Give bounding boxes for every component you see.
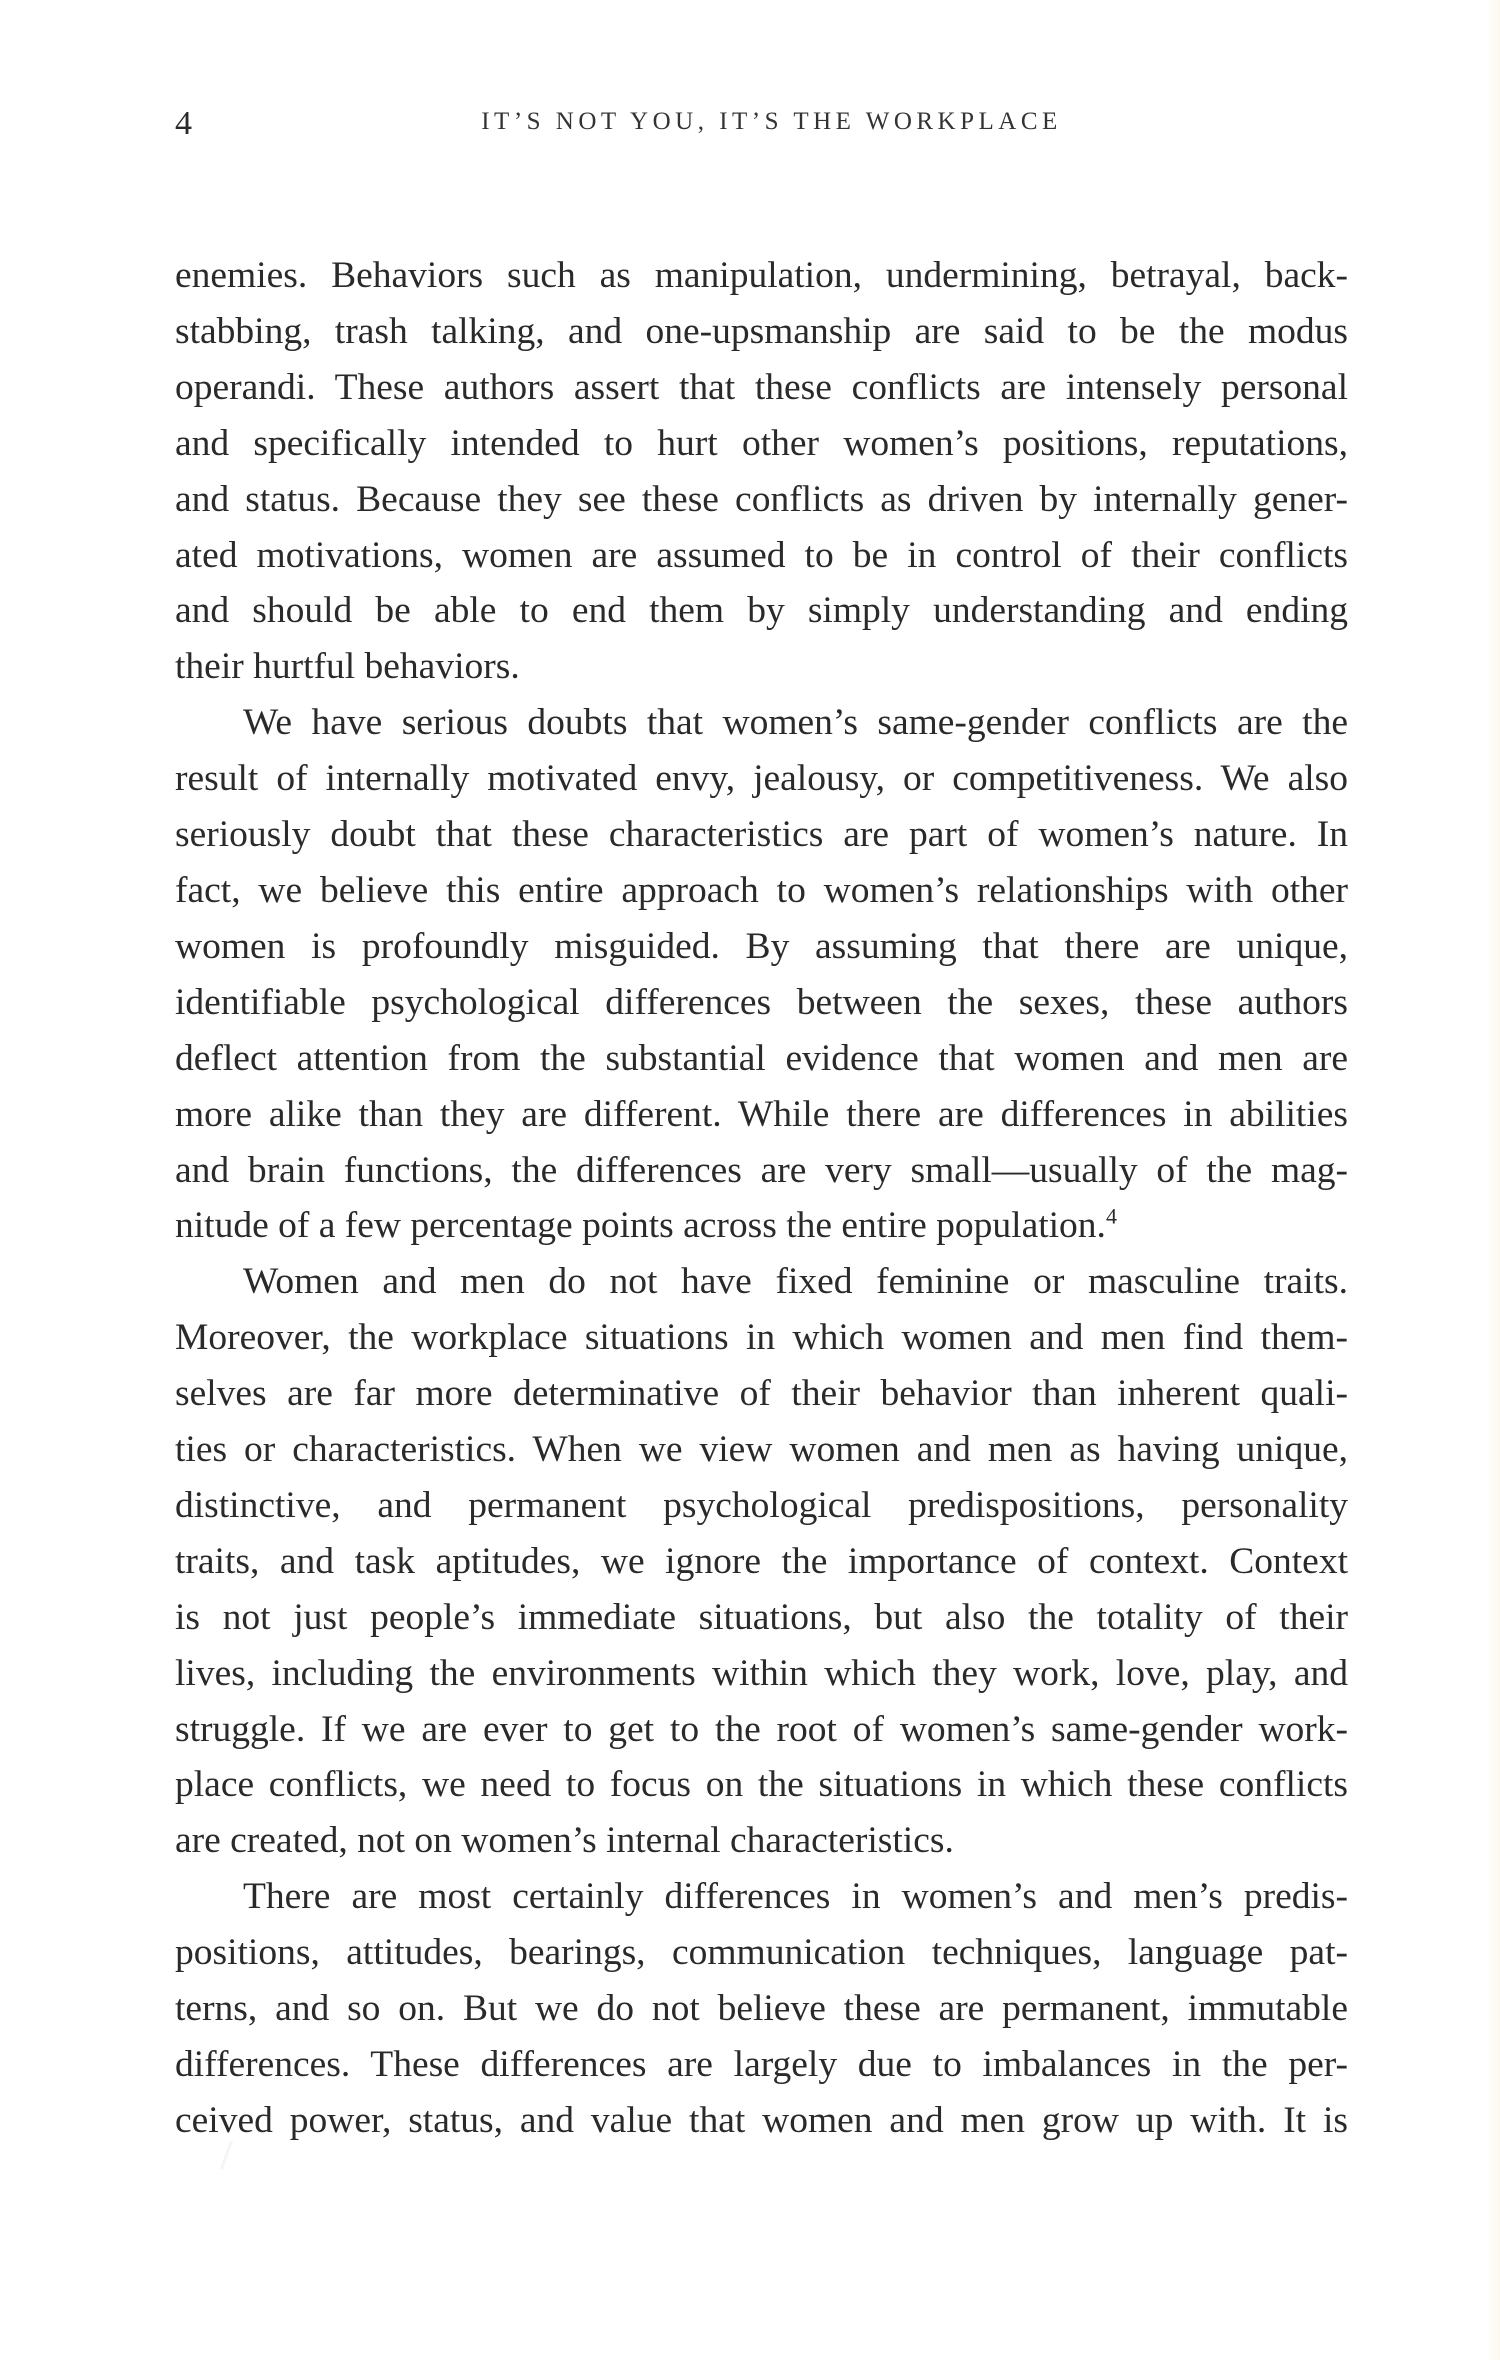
paragraph	[175, 1254, 1348, 1869]
text-line: enemies. Behaviors such as manipulation, undermining, betrayal, back-	[175, 255, 1348, 296]
text-line: more alike than they are different. While there are differences in abilities	[175, 1093, 1348, 1135]
text-line: women is profoundly misguided. By assuming that there are unique,	[175, 925, 1348, 967]
text-line: selves are far more determinative of their behavior than inherent quali-	[175, 1373, 1348, 1415]
text-line: stabbing, trash talking, and one-upsmanship are said to be the modus	[175, 310, 1348, 352]
text-line: place conflicts, we need to focus on the situations in which these conflicts	[175, 1764, 1348, 1806]
text-line	[175, 1198, 1348, 1254]
text-line: positions, attitudes, bearings, communication techniques, language pat-	[175, 1932, 1348, 1974]
text-line: identifiable psychological differences between the sexes, these authors	[175, 981, 1348, 1023]
paragraph	[175, 1869, 1348, 2149]
text-line: Moreover, the workplace situations in which women and men find them-	[175, 1317, 1348, 1359]
text-line: operandi. These authors assert that these conflicts are intensely personal	[175, 366, 1348, 408]
text-line: their hurtful behaviors.	[175, 646, 520, 688]
text-line: differences. These differences are largely due to imbalances in the per-	[175, 2044, 1348, 2085]
paragraph	[175, 248, 1348, 695]
text-line: Women and men do not have fixed feminine or masculine traits.	[243, 1261, 1348, 1303]
text-line: fact, we believe this entire approach to women’s relationships with other	[175, 869, 1348, 911]
page-edge	[1486, 0, 1500, 2360]
text-line: ties or characteristics. When we view women and men as having unique,	[175, 1429, 1348, 1471]
text-line: and status. Because they see these conflicts as driven by internally gener-	[175, 478, 1348, 520]
text-line: traits, and task aptitudes, we ignore the importance of context. Context	[175, 1540, 1348, 1582]
text-line: We have serious doubts that women’s same-gender conflicts are the	[243, 702, 1348, 744]
footnote-marker[interactable]: 4	[1105, 1203, 1117, 1229]
text-line: result of internally motivated envy, jealousy, or competitiveness. We also	[175, 758, 1348, 800]
text-line: deflect attention from the substantial evidence that women and men are	[175, 1037, 1348, 1079]
running-head	[175, 96, 1348, 146]
text-line: ated motivations, women are assumed to be in control of their conflicts	[175, 534, 1348, 576]
text-line: terns, and so on. But we do not believe these are permanent, immutable	[175, 1988, 1348, 2030]
body-text	[175, 248, 1348, 2149]
text-line: distinctive, and permanent psychological predispositions, personality	[175, 1484, 1348, 1526]
text-line: are created, not on women’s internal characteristics.	[175, 1820, 954, 1862]
text-line-content: nitude of a few percentage points across the entire population.	[175, 1205, 1106, 1247]
text-line: and should be able to end them by simply understanding and ending	[175, 590, 1348, 632]
text-line: lives, including the environments within which they work, love, play, and	[175, 1652, 1348, 1694]
text-line: seriously doubt that these characteristics are part of women’s nature. In	[175, 814, 1348, 856]
text-line: struggle. If we are ever to get to the root of women’s same-gender work-	[175, 1708, 1348, 1750]
text-line: and specifically intended to hurt other women’s positions, reputations,	[175, 422, 1348, 464]
text-line: is not just people’s immediate situations, but also the totality of their	[175, 1596, 1348, 1638]
text-line: There are most certainly differences in women’s and men’s predis-	[243, 1876, 1348, 1918]
running-title: IT’S NOT YOU, IT’S THE WORKPLACE	[481, 108, 1062, 135]
page-number: 4	[175, 105, 192, 142]
paragraph	[175, 695, 1348, 1254]
text-line: and brain functions, the differences are very small—usually of the mag-	[175, 1149, 1348, 1191]
text-line: ceived power, status, and value that women and men grow up with. It is	[175, 2099, 1348, 2141]
